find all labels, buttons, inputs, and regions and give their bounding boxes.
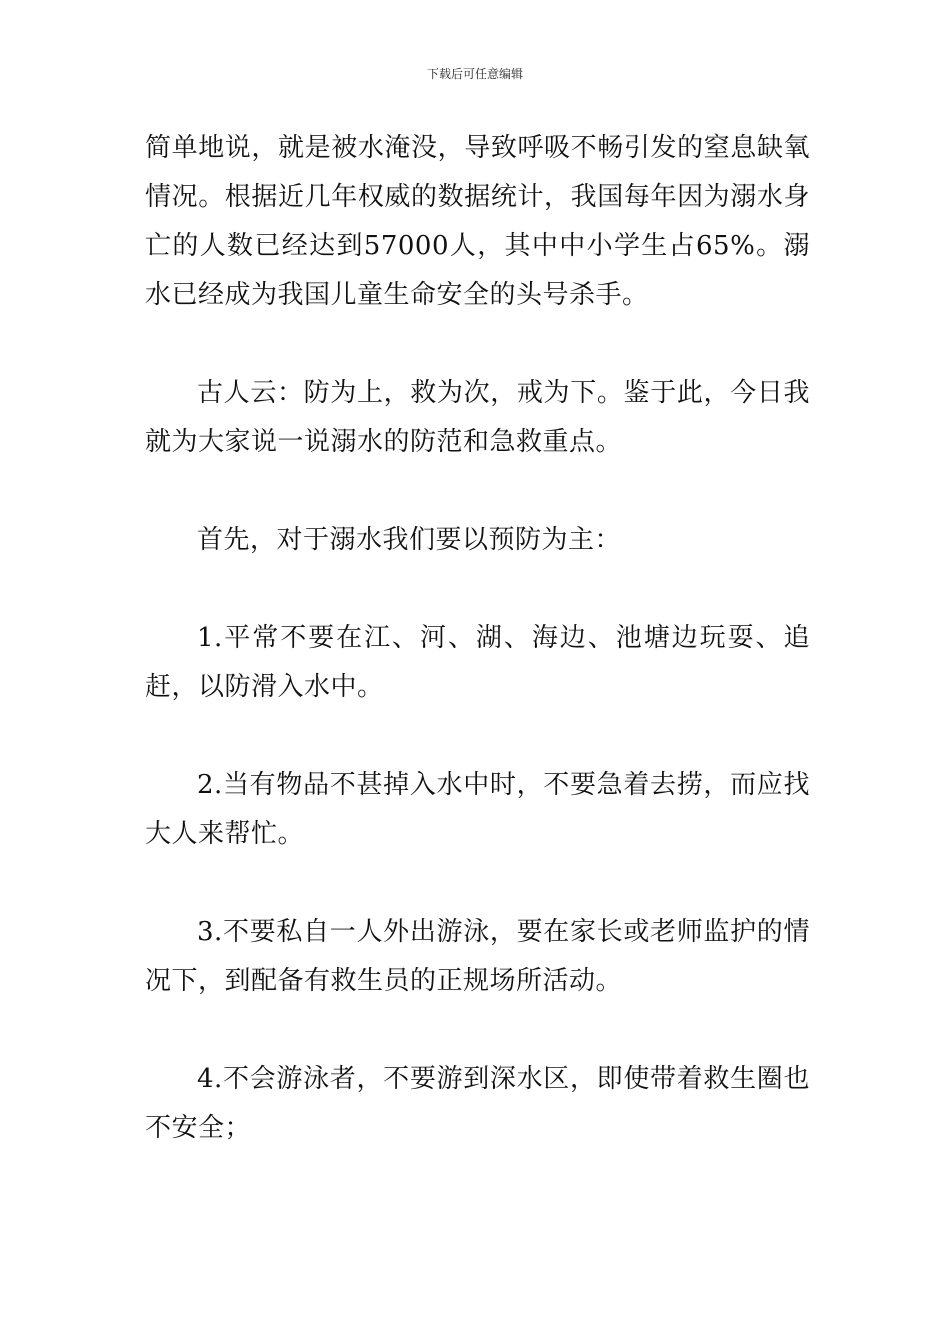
paragraph-ancient-saying: 古人云：防为上，救为次，戒为下。鉴于此，今日我就为大家说一说溺水的防范和急救重点。 [145, 378, 810, 457]
paragraph-prevention-intro: 首先，对于溺水我们要以预防为主： [197, 525, 622, 555]
document-body [145, 124, 810, 1202]
list-item-4: 4.不会游泳者，不要游到深水区，即使带着救生圈也不安全； [145, 1064, 810, 1143]
list-item-2: 2.当有物品不甚掉入水中时，不要急着去捞，而应找大人来帮忙。 [145, 770, 810, 849]
page-header-note: 下载后可任意编辑 [426, 67, 523, 81]
list-item-1: 1.平常不要在江、河、湖、海边、池塘边玩耍、追赶，以防滑入水中。 [145, 623, 810, 702]
paragraph-drowning-definition: 简单地说，就是被水淹没，导致呼吸不畅引发的窒息缺氧情况。根据近几年权威的数据统计，我国每年因为溺水身亡的人数已经达到57000人，其中中小学生占65%。溺水已经成为我国儿童生命安全的头号杀手。 [145, 133, 810, 310]
list-item-3: 3.不要私自一人外出游泳，要在家长或老师监护的情况下，到配备有救生员的正规场所活动。 [145, 917, 810, 996]
